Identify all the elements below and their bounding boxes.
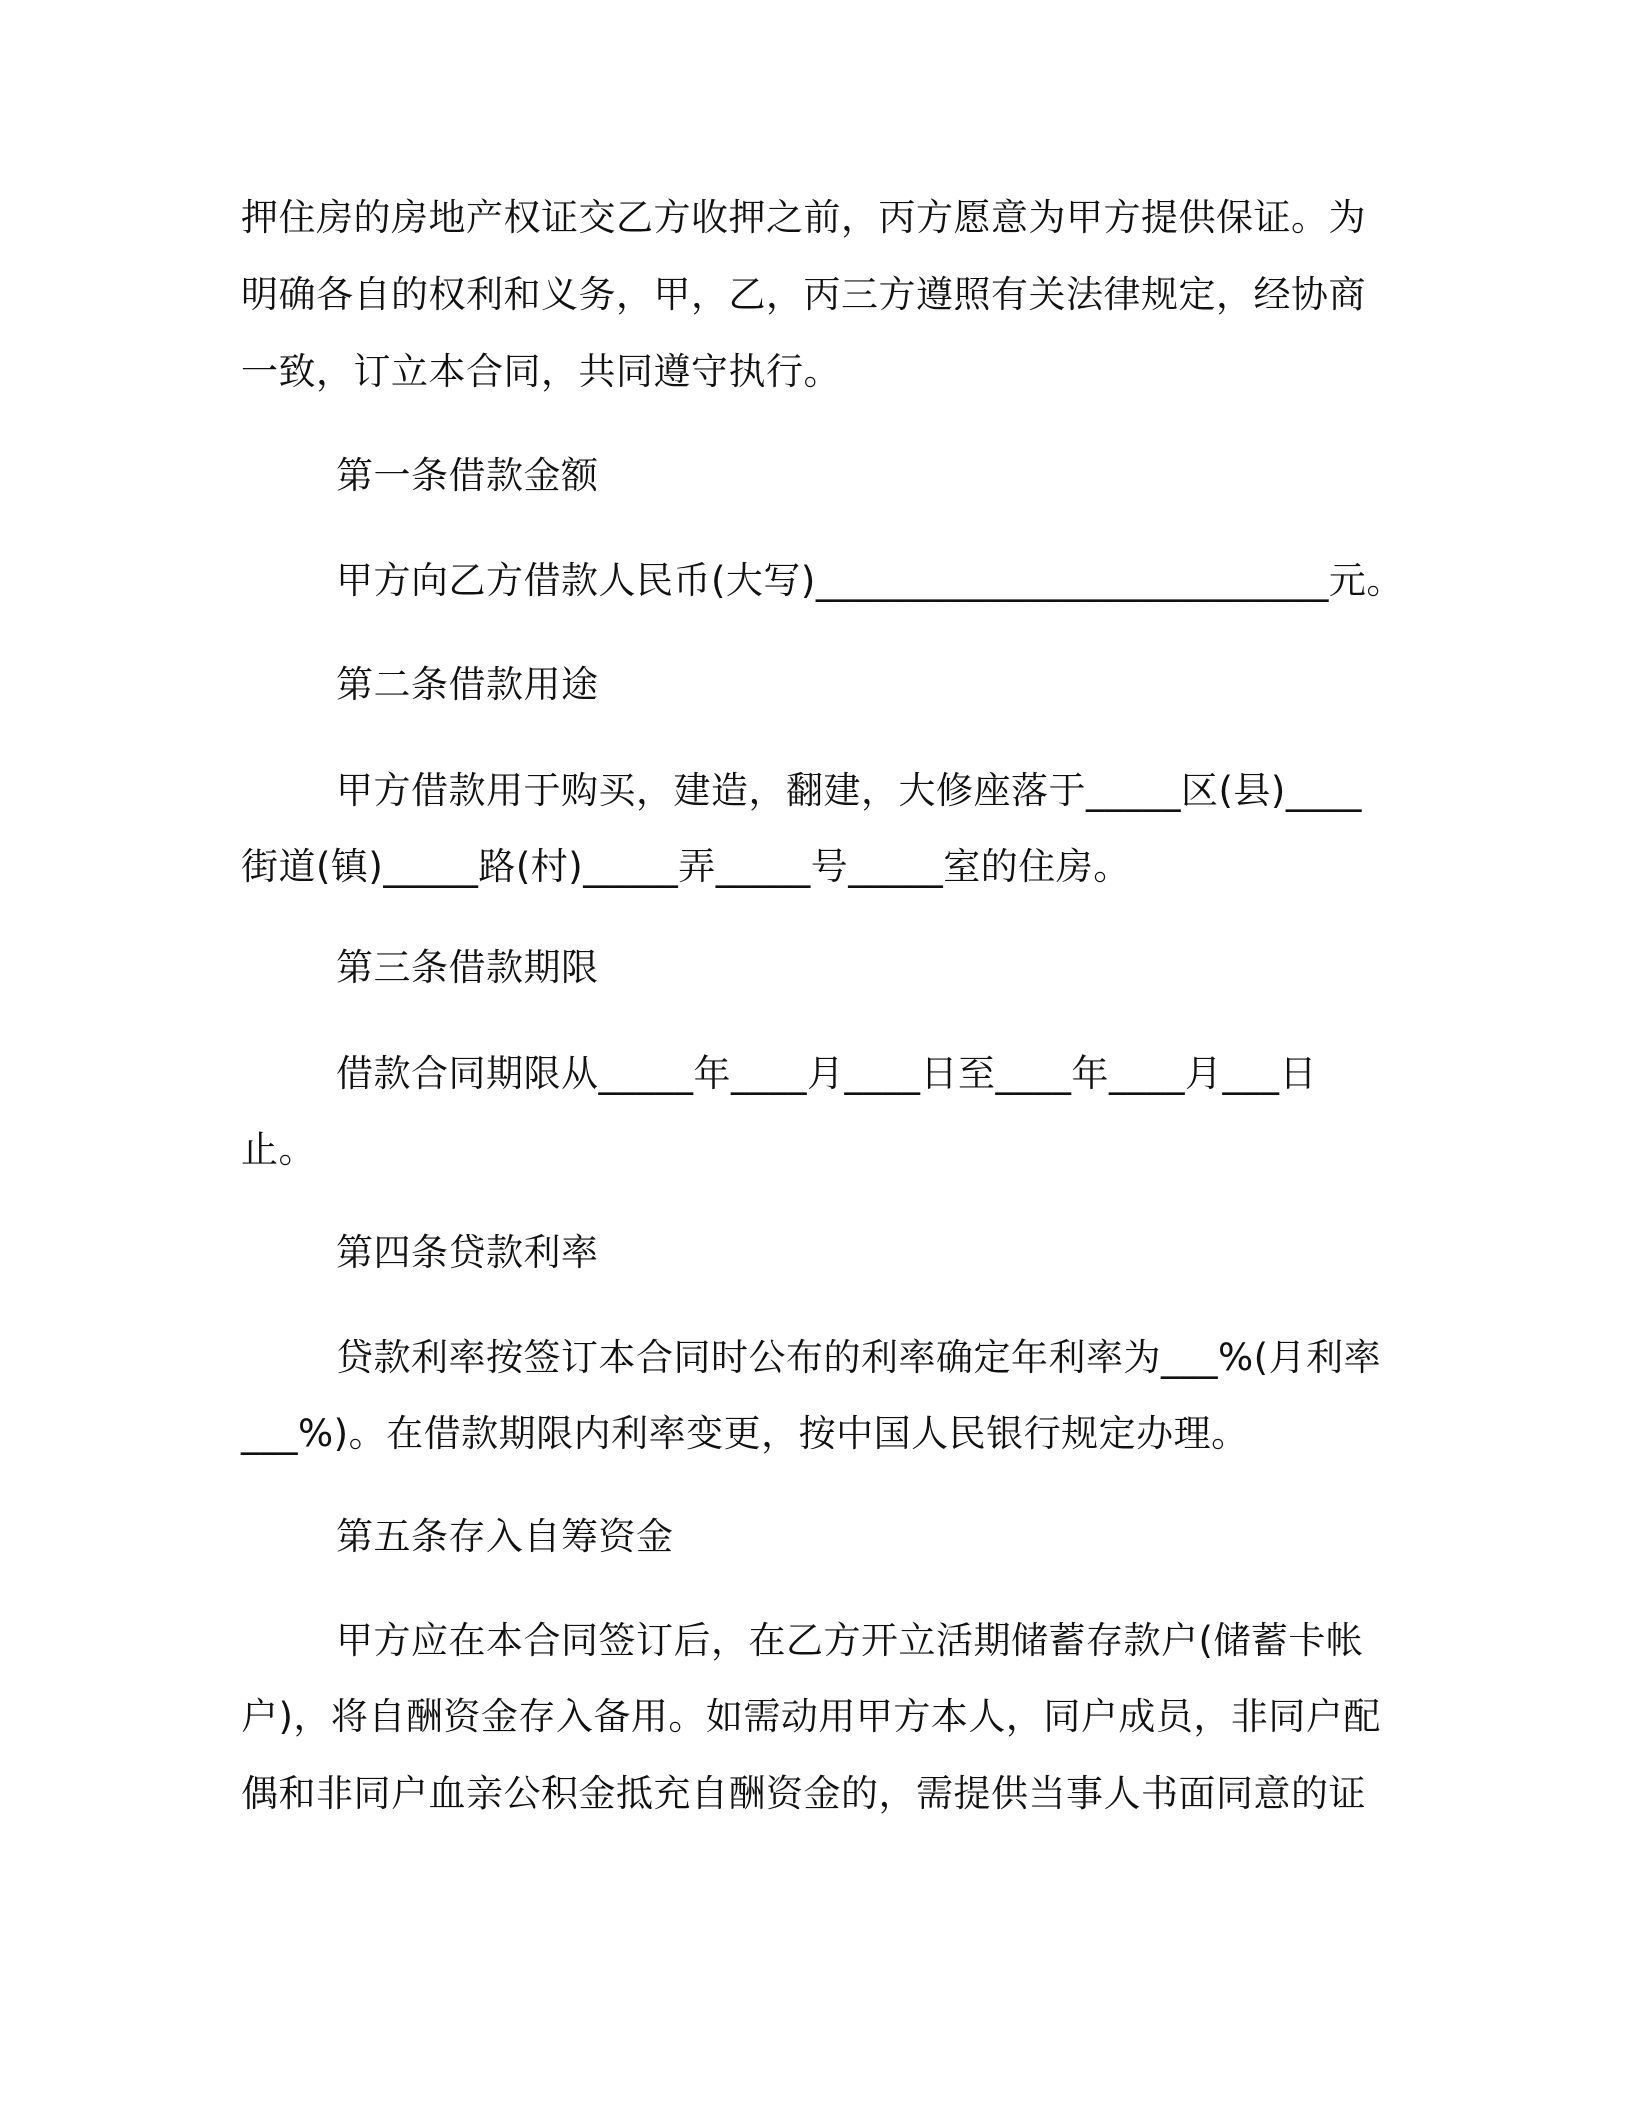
article-3-line-1: 借款合同期限从_____年____月____日至____年____月___日 bbox=[336, 1052, 1317, 1095]
article-3-line-2: 止。 bbox=[241, 1128, 316, 1171]
article-5-line-1: 甲方应在本合同签订后，在乙方开立活期储蓄存款户(储蓄卡帐 bbox=[336, 1619, 1364, 1662]
intro-line-3: 一致，订立本合同，共同遵守执行。 bbox=[241, 350, 841, 393]
article-2-line-1: 甲方借款用于购买，建造，翻建，大修座落于_____区(县)____ bbox=[336, 769, 1362, 812]
article-4-heading: 第四条贷款利率 bbox=[336, 1231, 599, 1274]
article-3-heading: 第三条借款期限 bbox=[336, 946, 599, 989]
article-5-heading: 第五条存入自筹资金 bbox=[336, 1515, 674, 1558]
intro-line-1: 押住房的房地产权证交乙方收押之前，丙方愿意为甲方提供保证。为 bbox=[241, 196, 1366, 239]
article-2-heading: 第二条借款用途 bbox=[336, 663, 599, 706]
article-4-line-1: 贷款利率按签订本合同时公布的利率确定年利率为___%(月利率 bbox=[336, 1336, 1382, 1379]
article-4-line-2: ___%)。在借款期限内利率变更，按中国人民银行规定办理。 bbox=[241, 1412, 1249, 1455]
article-1-line-1: 甲方向乙方借款人民币(大写)___________________________元。 bbox=[336, 559, 1404, 602]
article-1-heading: 第一条借款金额 bbox=[336, 454, 599, 497]
article-5-line-2: 户)，将自酬资金存入备用。如需动用甲方本人，同户成员，非同户配 bbox=[241, 1695, 1381, 1738]
article-5-line-3: 偶和非同户血亲公积金抵充自酬资金的，需提供当事人书面同意的证 bbox=[241, 1772, 1366, 1815]
article-2-line-2: 街道(镇)_____路(村)_____弄_____号_____室的住房。 bbox=[241, 845, 1131, 888]
intro-line-2: 明确各自的权利和义务，甲，乙，丙三方遵照有关法律规定，经协商 bbox=[241, 273, 1366, 316]
